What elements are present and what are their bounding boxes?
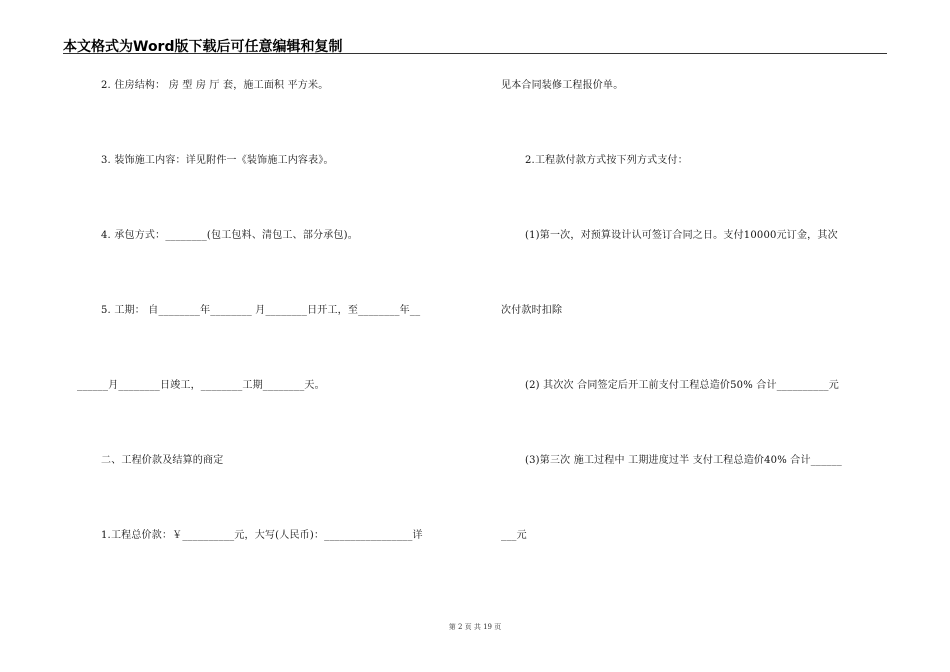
total-price-line: 1.工程总价款：￥__________元，大写(人民币)：_________________详 (101, 530, 423, 541)
payment-method-heading: 2.工程款付款方式按下列方式支付： (525, 155, 688, 166)
first-payment-continued-line: 次付款时扣除 (501, 305, 563, 316)
document-header-title: 本文格式为Word版下载后可任意编辑和复制 (63, 39, 343, 55)
page-number-footer: 第 2 页 共 19 页 (448, 623, 502, 631)
first-payment-line: (1)第一次，对预算设计认可签订合同之日。支付10000元订金，其次 (525, 230, 838, 241)
housing-structure-line: 2. 住房结构： 房 型 房 厅 套，施工面积 平方米。 (101, 80, 329, 91)
section-heading-price-settlement: 二、工程价款及结算的商定 (101, 455, 224, 466)
contract-method-line: 4. 承包方式：________(包工包料、清包工、部分承包)。 (101, 230, 358, 241)
construction-content-line: 3. 装饰施工内容：详见附件一《装饰施工内容表》。 (101, 155, 334, 166)
second-payment-line: (2) 其次次 合同签定后开工前支付工程总造价50% 合计__________元 (525, 380, 839, 391)
schedule-start-line: 5. 工期： 自________年________ 月________日开工，至________年__ (101, 305, 421, 316)
third-payment-continued-line: ___元 (501, 530, 527, 541)
header-divider (63, 53, 887, 54)
schedule-end-line: ______月________日竣工，________工期________天。 (77, 380, 325, 391)
third-payment-line: (3)第三次 施工过程中 工期进度过半 支付工程总造价40% 合计______ (525, 455, 842, 466)
quotation-reference-line: 见本合同装修工程报价单。 (501, 80, 624, 91)
